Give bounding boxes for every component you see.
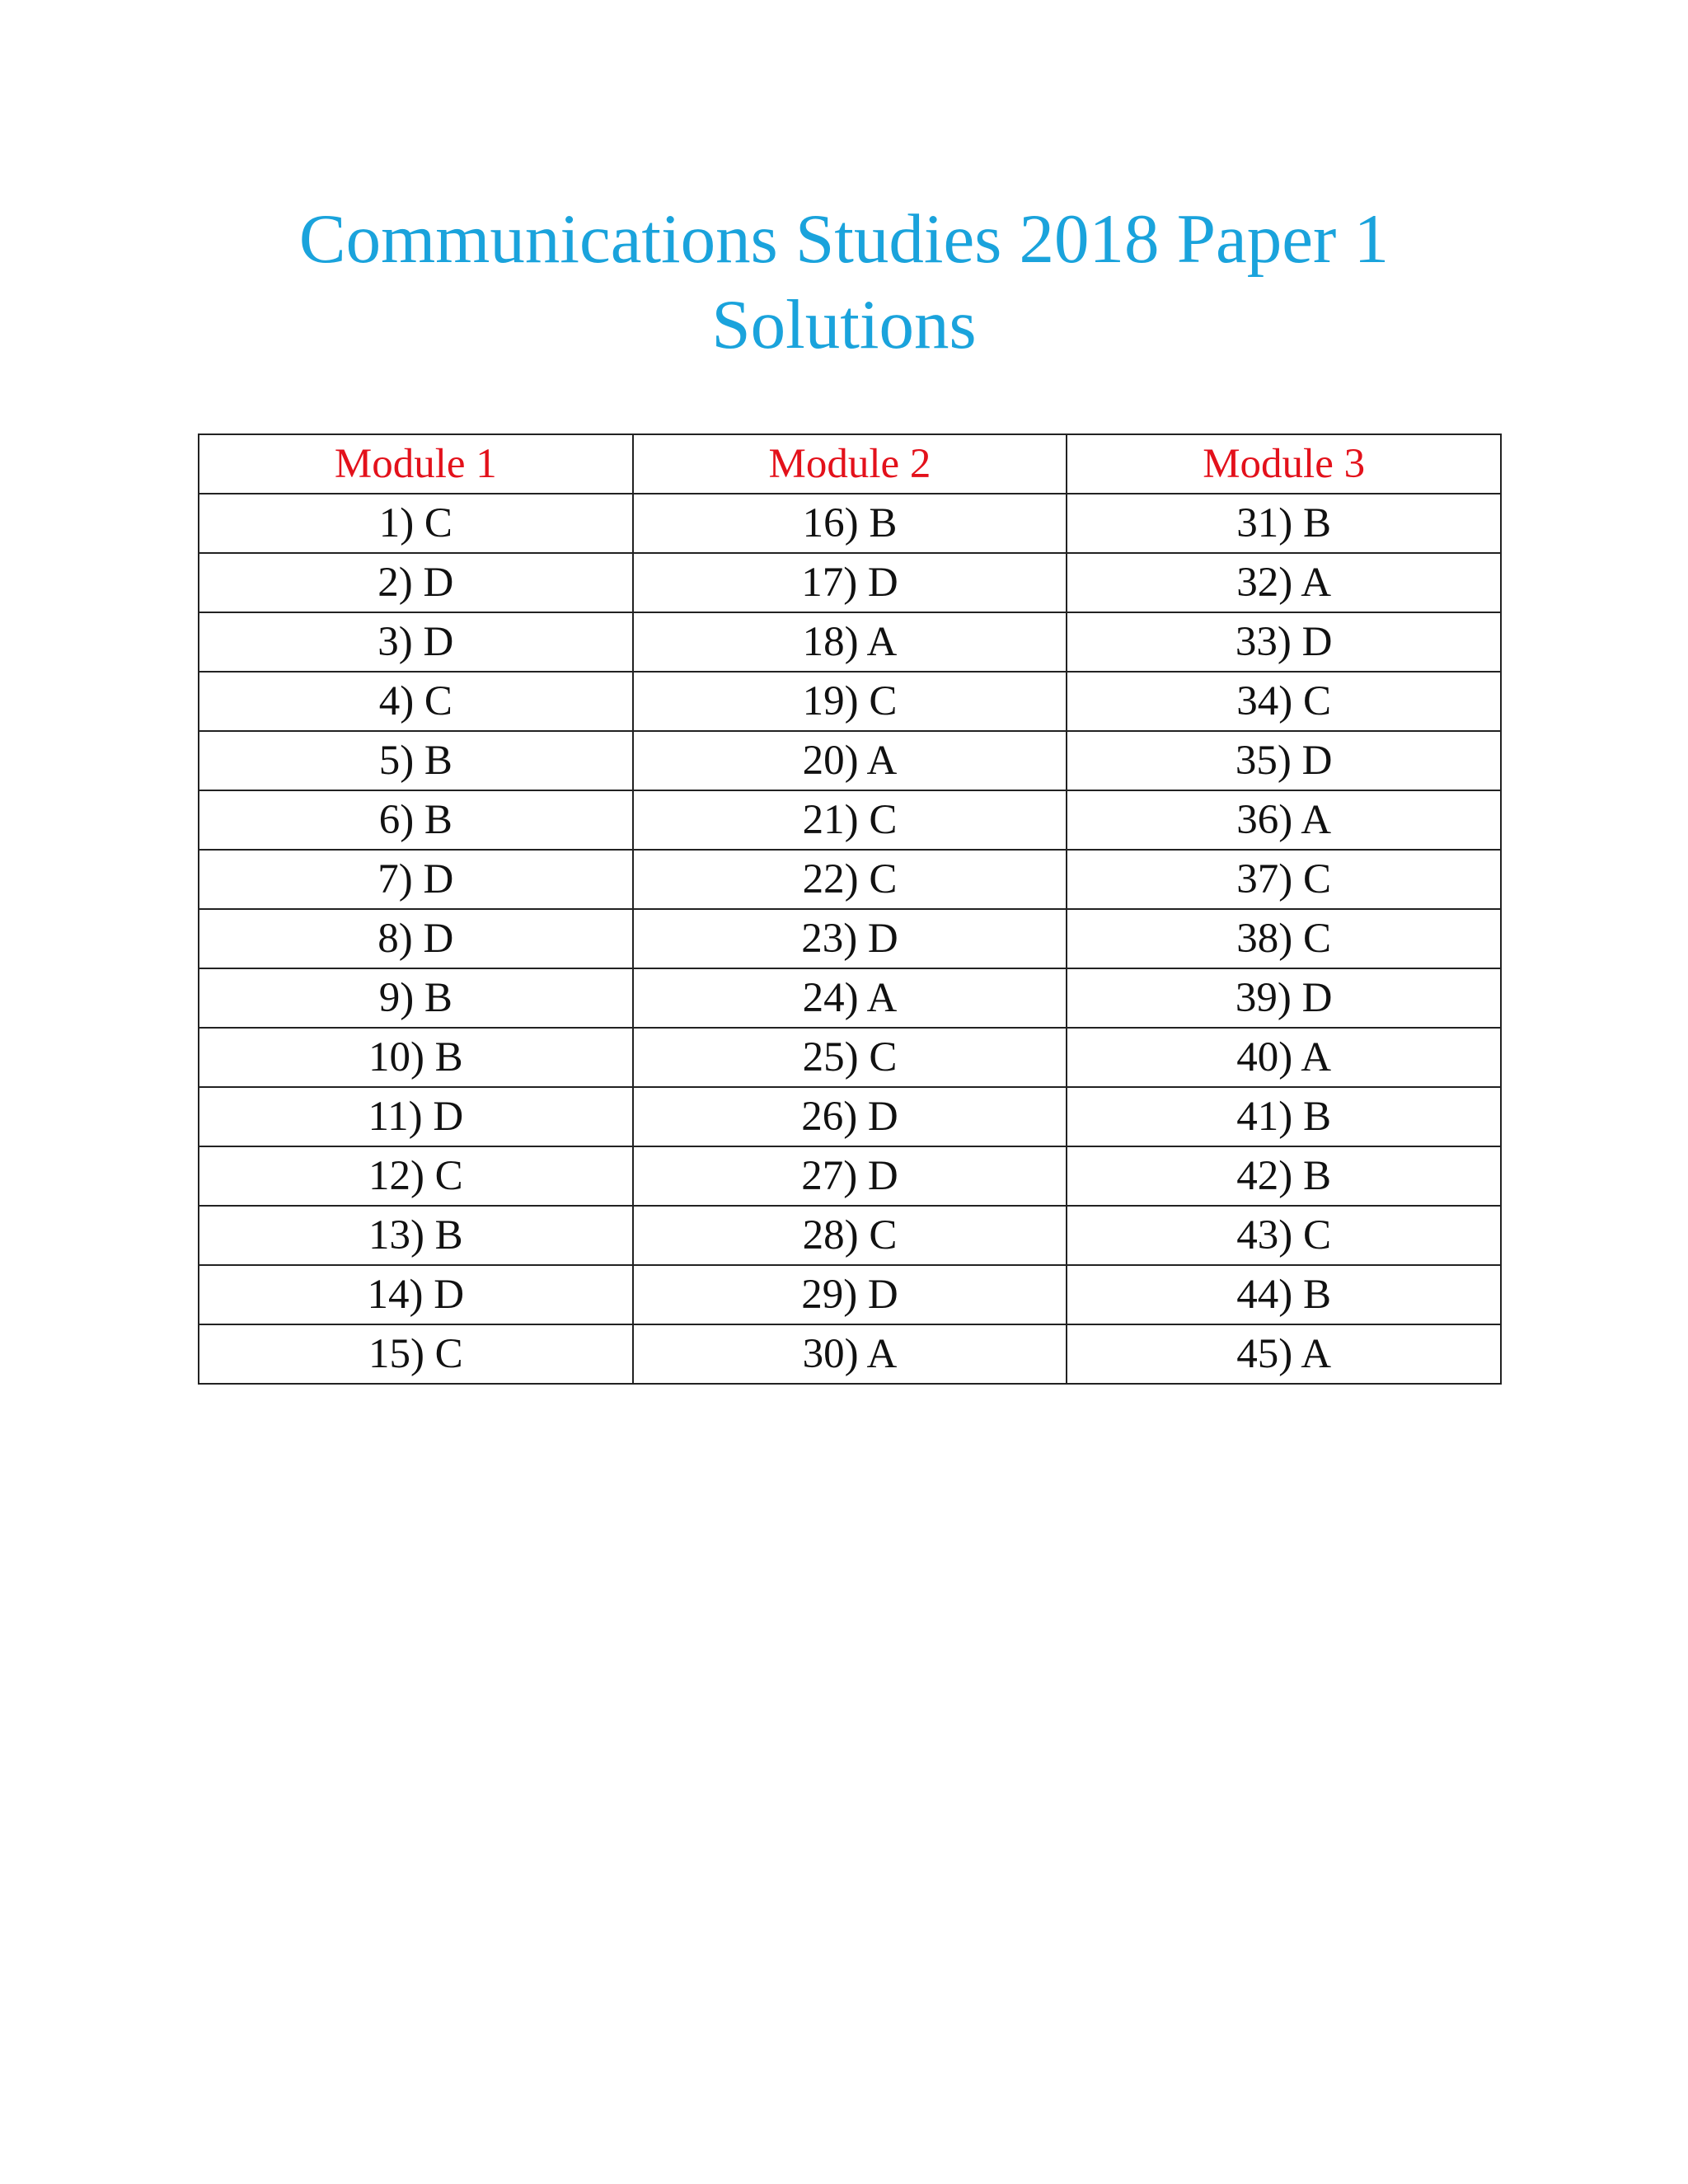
title-line-1: Communications Studies 2018 Paper 1	[298, 200, 1390, 278]
answer-cell: 43) C	[1067, 1206, 1501, 1265]
answer-cell: 4) C	[199, 672, 633, 731]
answer-cell: 35) D	[1067, 731, 1501, 790]
header-module-3: Module 3	[1067, 434, 1501, 494]
table-row	[199, 1206, 1501, 1265]
answer-cell: 16) B	[633, 494, 1067, 553]
table-row	[199, 1028, 1501, 1087]
answer-cell: 26) D	[633, 1087, 1067, 1146]
table-row	[199, 790, 1501, 850]
answer-cell: 20) A	[633, 731, 1067, 790]
answer-cell: 10) B	[199, 1028, 633, 1087]
answer-cell: 5) B	[199, 731, 633, 790]
answer-cell: 29) D	[633, 1265, 1067, 1324]
answer-cell: 15) C	[199, 1324, 633, 1384]
answer-cell: 42) B	[1067, 1146, 1501, 1206]
answer-cell: 39) D	[1067, 968, 1501, 1028]
page-title	[0, 196, 1688, 368]
answer-cell: 13) B	[199, 1206, 633, 1265]
answer-cell: 17) D	[633, 553, 1067, 612]
answer-cell: 44) B	[1067, 1265, 1501, 1324]
table-row	[199, 553, 1501, 612]
answer-cell: 22) C	[633, 850, 1067, 909]
answer-cell: 27) D	[633, 1146, 1067, 1206]
answer-cell: 37) C	[1067, 850, 1501, 909]
table-row	[199, 909, 1501, 968]
answer-cell: 23) D	[633, 909, 1067, 968]
table-row	[199, 968, 1501, 1028]
table-row	[199, 1087, 1501, 1146]
answer-cell: 8) D	[199, 909, 633, 968]
answer-cell: 34) C	[1067, 672, 1501, 731]
answer-cell: 19) C	[633, 672, 1067, 731]
answer-cell: 7) D	[199, 850, 633, 909]
table-row	[199, 1324, 1501, 1384]
answer-key-table	[198, 434, 1502, 1385]
answer-cell: 31) B	[1067, 494, 1501, 553]
answer-cell: 45) A	[1067, 1324, 1501, 1384]
answer-cell: 9) B	[199, 968, 633, 1028]
table-row	[199, 494, 1501, 553]
answer-cell: 38) C	[1067, 909, 1501, 968]
answer-cell: 2) D	[199, 553, 633, 612]
answer-cell: 33) D	[1067, 612, 1501, 672]
table-body	[199, 494, 1501, 1384]
answer-cell: 30) A	[633, 1324, 1067, 1384]
answer-cell: 18) A	[633, 612, 1067, 672]
table-row	[199, 1265, 1501, 1324]
table-row	[199, 731, 1501, 790]
table-row	[199, 612, 1501, 672]
answer-cell: 32) A	[1067, 553, 1501, 612]
answer-cell: 28) C	[633, 1206, 1067, 1265]
answer-cell: 41) B	[1067, 1087, 1501, 1146]
table-header-row	[199, 434, 1501, 494]
answer-cell: 14) D	[199, 1265, 633, 1324]
answer-cell: 24) A	[633, 968, 1067, 1028]
answer-cell: 12) C	[199, 1146, 633, 1206]
header-module-2: Module 2	[633, 434, 1067, 494]
answer-cell: 11) D	[199, 1087, 633, 1146]
answer-cell: 25) C	[633, 1028, 1067, 1087]
answer-cell: 36) A	[1067, 790, 1501, 850]
table-row	[199, 1146, 1501, 1206]
answer-cell: 6) B	[199, 790, 633, 850]
header-module-1: Module 1	[199, 434, 633, 494]
title-line-2: Solutions	[711, 286, 977, 363]
answer-cell: 1) C	[199, 494, 633, 553]
answer-cell: 40) A	[1067, 1028, 1501, 1087]
table-row	[199, 672, 1501, 731]
answer-cell: 21) C	[633, 790, 1067, 850]
answer-cell: 3) D	[199, 612, 633, 672]
table-row	[199, 850, 1501, 909]
